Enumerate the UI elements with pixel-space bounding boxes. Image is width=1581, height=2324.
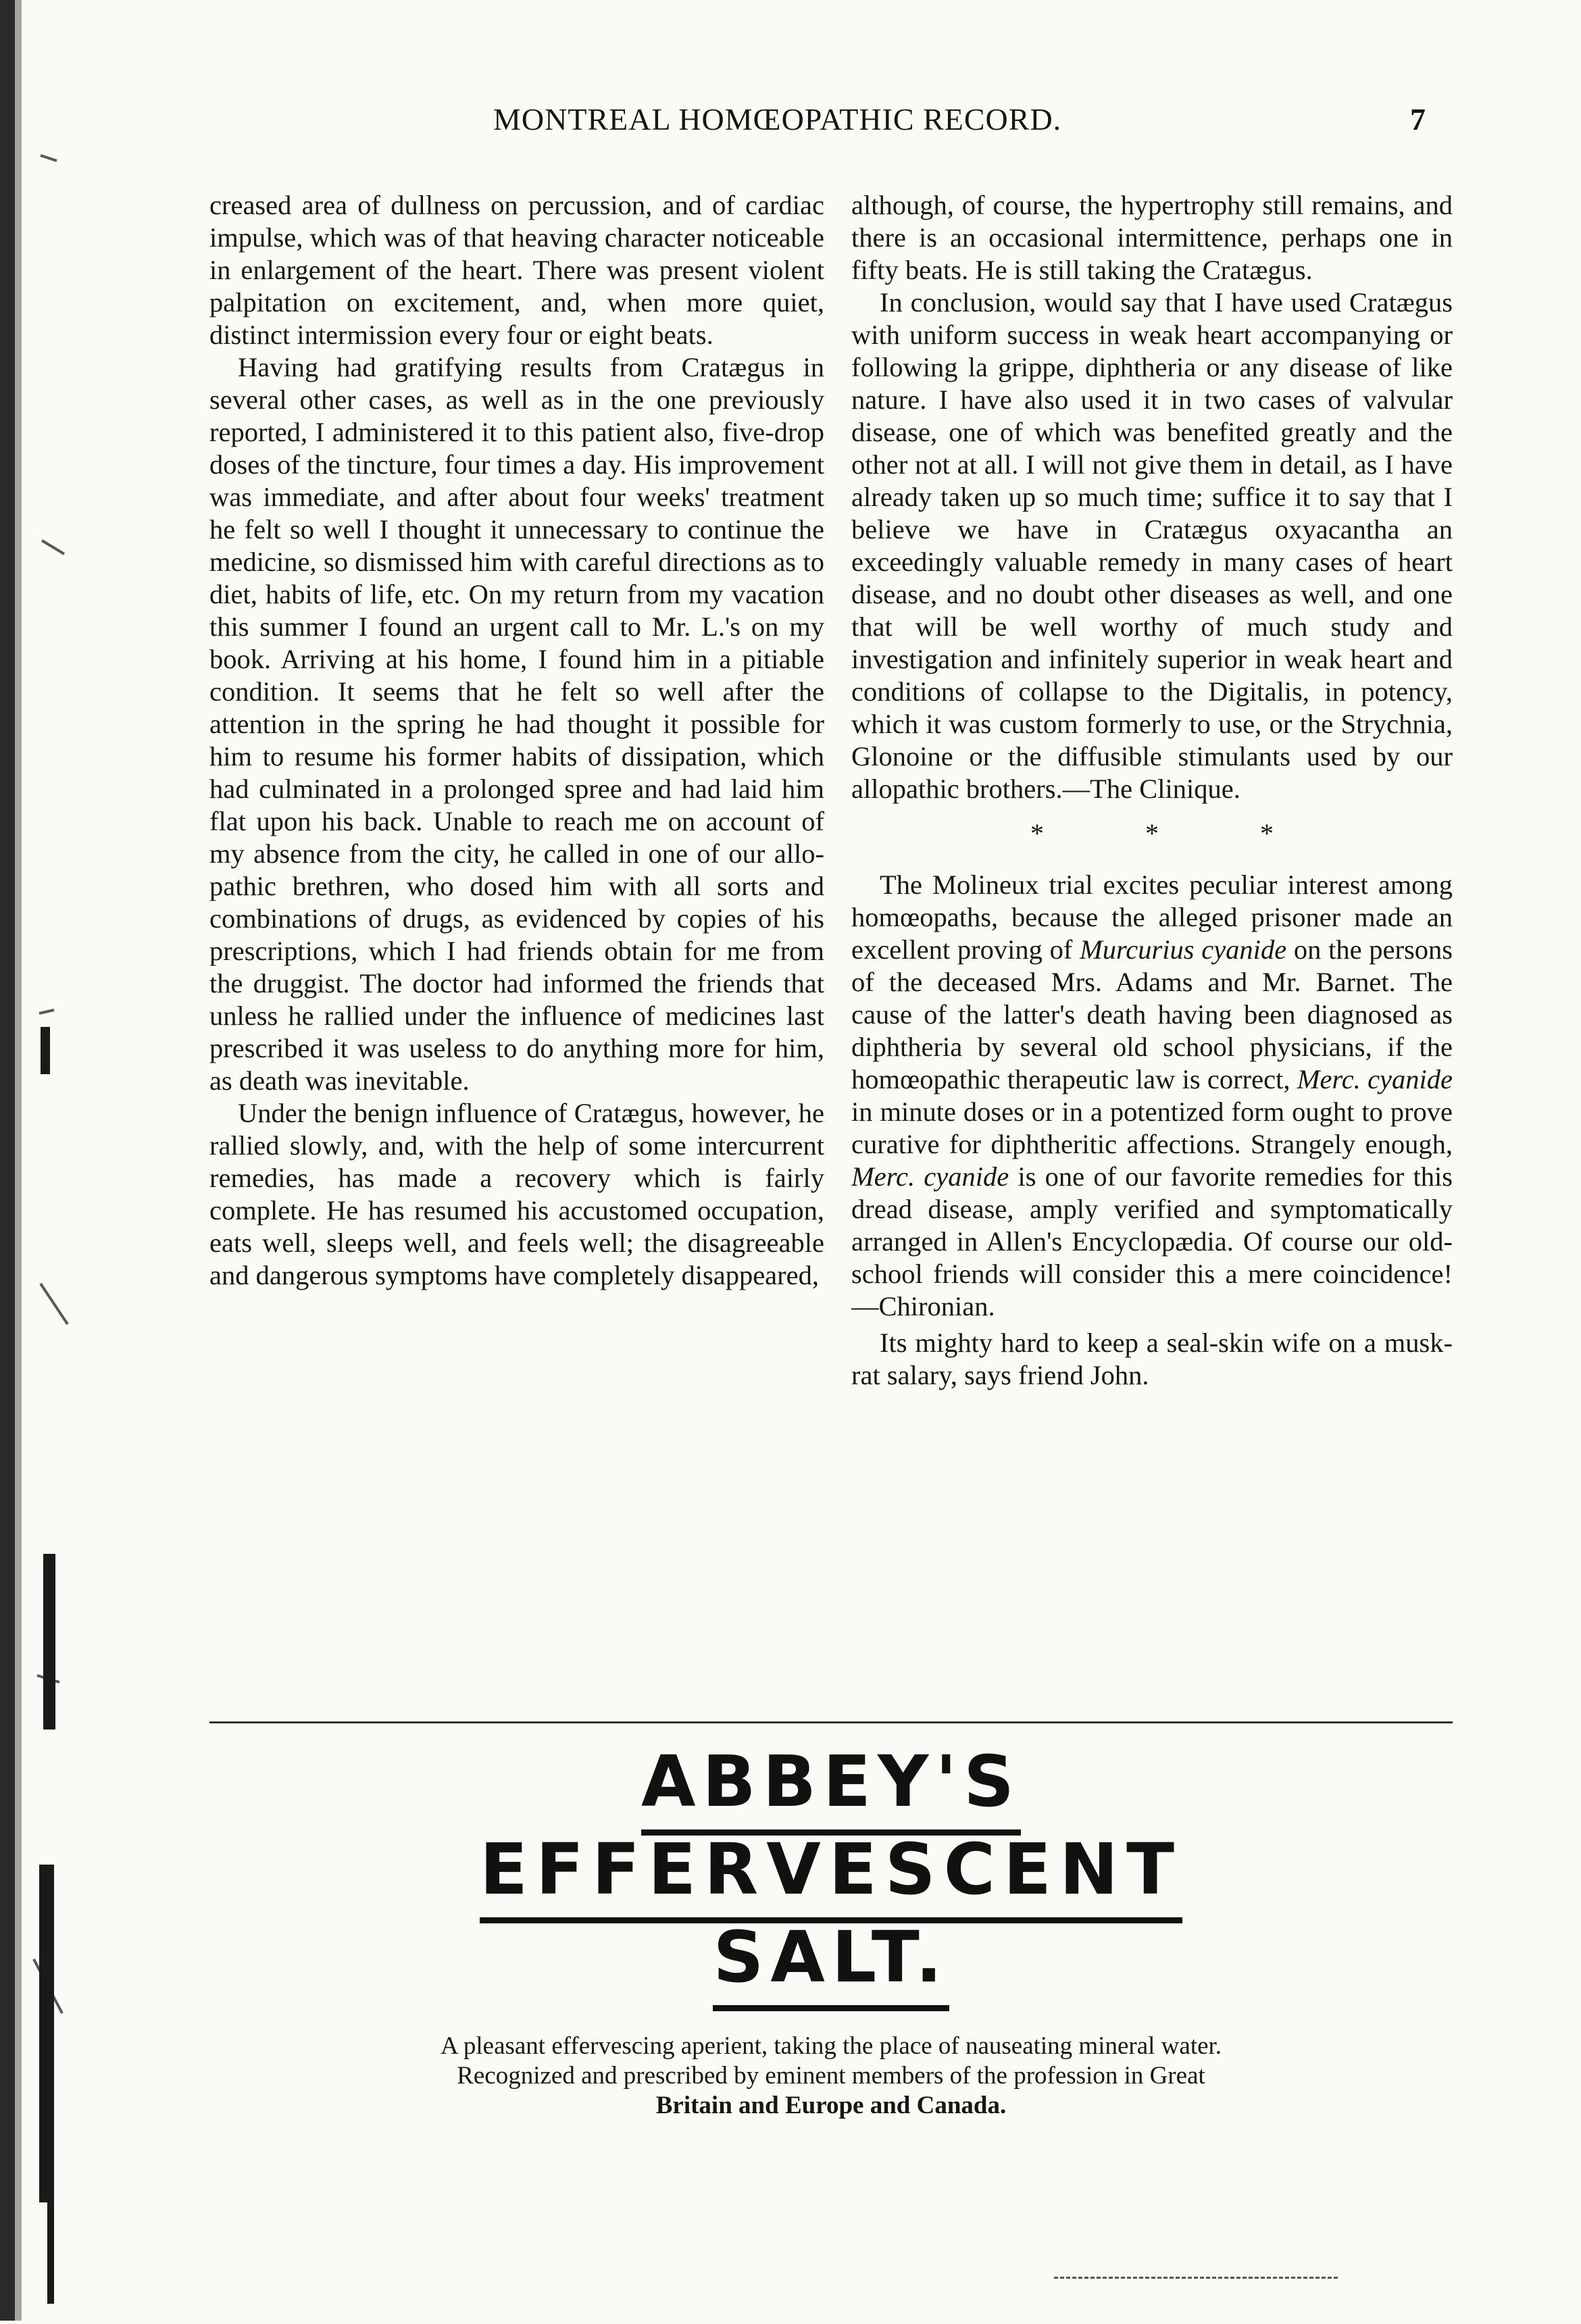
section-separator: * * * bbox=[1030, 818, 1321, 849]
ad-copy bbox=[203, 2031, 1459, 2121]
remedy-name: Murcurius cyanide bbox=[1080, 934, 1287, 965]
right-column bbox=[851, 189, 1453, 1696]
bottom-page-mark bbox=[1054, 2277, 1338, 2279]
ad-headline-line-2 bbox=[203, 1828, 1459, 1911]
left-paragraph-1: creased area of dullness on percussion, and of cardiac impulse, which was of that heaving character noticeable in enlargement of the heart. There was present violent palpitation on excitement, and, when more quiet, distinct intermission every four or eight beats. bbox=[209, 190, 824, 350]
remedy-name: Merc. cyanide bbox=[851, 1161, 1009, 1192]
ad-headline-text: ABBEY'S bbox=[641, 1740, 1021, 1836]
molineux-text-c: in minute doses or in a potentized form ought to prove curative for diphtheritic affections. Strangely enough, bbox=[851, 1096, 1453, 1159]
right-paragraph-4: Its mighty hard to keep a seal-skin wife on a musk-rat salary, says friend John. bbox=[851, 1328, 1453, 1390]
ad-headline-line-3 bbox=[203, 1916, 1459, 1998]
advertisement bbox=[203, 1740, 1459, 2119]
molineux-text-d: is one of our favorite remedies for this dread disease, amply verified and symptomatically arranged in Allen's Encyclopædia. Of course our old-school friends will consider this a mere coincidence!—Chironian. bbox=[851, 1161, 1453, 1321]
journal-title: MONTREAL HOMŒOPATHIC RECORD. bbox=[493, 102, 1062, 136]
right-paragraph-3 bbox=[851, 869, 1453, 1323]
ad-copy-line-2: Recognized and prescribed by eminent members of the profession in Great bbox=[457, 2062, 1205, 2090]
ad-headline-text: SALT. bbox=[713, 1916, 949, 2011]
horizontal-rule bbox=[209, 1721, 1453, 1723]
remedy-name: Merc. cyanide bbox=[1297, 1064, 1453, 1094]
binding-edge-graphic bbox=[0, 0, 74, 2321]
ad-headline-text: EFFERVESCENT bbox=[480, 1828, 1182, 1923]
left-paragraph-3: Under the benign influence of Cratægus, however, he rallied slowly, and, with the help of some intercurrent remedies, has made a recovery which is fairly complete. He has resumed his accustomed occupation, eats well, sleeps well, and feels well; the disagreeable and dangerous symptoms have completely disappeared, bbox=[209, 1098, 824, 1290]
molineux-text-a: The Molineux trial excites peculiar interest among homœopaths, because the alleged prisoner made an excellent proving of bbox=[851, 869, 1453, 965]
ad-copy-line-1: A pleasant effervescing aperient, taking the place of nauseating mineral water. bbox=[440, 2032, 1222, 2060]
right-paragraph-1: although, of course, the hypertrophy still remains, and there is an occasional intermittence, perhaps one in fifty beats. He is still taking the Cratægus. bbox=[851, 190, 1453, 285]
page-number: 7 bbox=[1410, 102, 1426, 136]
right-paragraph-2: In conclusion, would say that I have used Cratægus with uniform success in weak heart accompanying or following la grippe, diphtheria or any disease of like nature. I have also used it in two cases of valvular disease, one of which was benefited greatly and the other not at all. I will not give them in detail, as I have already taken up so much time; suffice it to say that I believe we have in Cratægus oxyacantha an exceedingly valuable remedy in many cases of heart disease, and no doubt other diseases as well, and one that will be well worthy of much study and investigation and infinitely superior in weak heart and conditions of collapse to the Digitalis, in potency, which it was custom formerly to use, or the Strychnia, Glonoine or the diffusible stimulants used by our allopathic brothers.—The Clinique. bbox=[851, 287, 1453, 804]
left-column bbox=[209, 189, 824, 1696]
ad-headline-line-1 bbox=[203, 1740, 1459, 1823]
left-paragraph-2: Having had gratifying results from Cratægus in several other cases, as well as in the one previously reported, I administered it to this patient also, five-drop doses of the tincture, four times a day. His improvement was immediate, and after about four weeks' treatment he felt so well I thought it unnecessary to continue the medicine, so dismissed him with careful directions as to diet, habits of life, etc. On my return from my vacation this summer I found an urgent call to Mr. L.'s on my book. Arriving at his home, I found him in a pitiable condition. It seems that he felt so well after the attention in the spring he had thought it possible for him to resume his former habits of dissipation, which had culminated in a prolonged spree and had laid him flat upon his back. Unable to reach me on account of my absence from the city, he called in one of our allopathic brethren, who dosed him with all sorts and combinations of drugs, as evidenced by copies of his prescriptions, which I had friends obtain for me from the druggist. The doctor had informed the friends that unless he rallied under the influence of medicines last prescribed it was useless to do anything more for him, as death was inevitable. bbox=[209, 352, 824, 1096]
ad-copy-line-3: Britain and Europe and Canada. bbox=[655, 2092, 1007, 2119]
molineux-text-b: on the persons of the deceased Mrs. Adams and Mr. Barnet. The cause of the latter's death having been diagnosed as diphtheria by several old school physicians, if the homœopathic therapeutic law is correct, bbox=[851, 934, 1453, 1094]
page-binding-edge bbox=[0, 0, 74, 2321]
running-header bbox=[493, 101, 1453, 155]
